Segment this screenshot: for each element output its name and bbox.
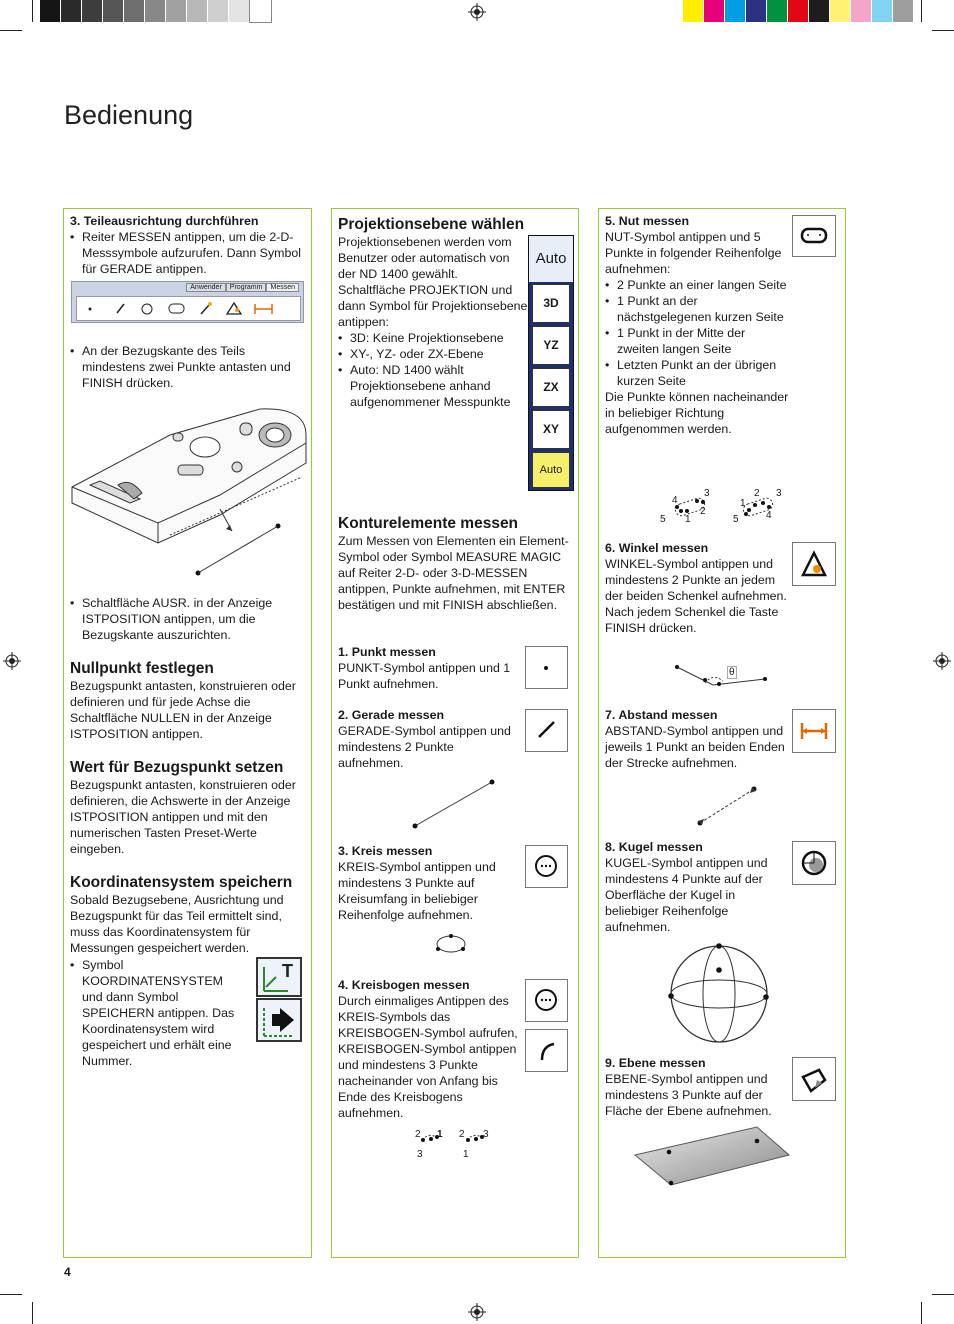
color-swatch xyxy=(103,0,124,22)
plane-measure-diagram xyxy=(629,1119,794,1189)
projection-selector xyxy=(528,235,574,491)
line-icon[interactable] xyxy=(525,709,568,752)
circle-icon[interactable] xyxy=(525,845,568,888)
paragraph: KREIS-Symbol antippen und mindestens 3 Punkte auf Kreisumfang in beliebiger Reihenfolge aufnehmen. xyxy=(338,860,496,922)
column-middle xyxy=(331,208,579,1258)
color-swatch xyxy=(767,0,788,22)
slot-point-label: 3 xyxy=(776,488,782,499)
circle-measure-diagram xyxy=(432,931,470,957)
slot-point-label: 2 xyxy=(754,488,760,499)
section-title: 1. Punkt messen xyxy=(338,645,436,659)
sphere-icon[interactable] xyxy=(792,841,836,885)
section-title: 8. Kugel messen xyxy=(605,840,703,854)
projection-auto-display: Auto xyxy=(529,236,573,282)
coordinate-system-icon-letter: T xyxy=(282,961,293,981)
save-coordinate-system-icon[interactable] xyxy=(256,998,302,1042)
slot-point-label: 4 xyxy=(766,510,772,521)
section-title: 4. Kreisbogen messen xyxy=(338,978,470,992)
page-number: 4 xyxy=(64,1265,71,1279)
color-swatch xyxy=(851,0,872,22)
column-right xyxy=(598,208,846,1258)
list-item: • Auto: ND 1400 wählt Projektionsebene anhand aufgenommener Messpunkte xyxy=(350,362,528,410)
arc-point-label: 2 xyxy=(459,1129,465,1140)
page-title: Bedienung xyxy=(64,100,194,130)
arc-point-label: 3 xyxy=(417,1149,423,1160)
color-swatch xyxy=(187,0,208,22)
slot-point-label: 1 xyxy=(740,498,746,509)
color-swatch xyxy=(145,0,166,22)
paragraph: Die Punkte können nacheinander in beliebiger Richtung aufgenommen werden. xyxy=(605,390,789,436)
color-swatch xyxy=(683,0,704,22)
circle-icon[interactable] xyxy=(525,979,568,1022)
list-item: • 1 Punkt in der Mitte der zweiten langen Seite xyxy=(617,325,790,357)
color-swatch xyxy=(893,0,914,22)
color-swatch xyxy=(809,0,830,22)
list-item: • 1 Punkt an der nächstgelegenen kurzen Seite xyxy=(617,293,790,325)
section-title: 2. Gerade messen xyxy=(338,708,445,722)
paragraph: Projektionsebenen werden vom Benutzer oder automatisch von der ND 1400 gewählt. Schaltfläche PROJEKTION und dann Symbol für Projektionsebene antippen: xyxy=(338,235,528,329)
color-swatch xyxy=(830,0,851,22)
color-swatch xyxy=(166,0,187,22)
section-title: Wert für Bezugspunkt setzen xyxy=(70,759,284,776)
section-title: 3. Kreis messen xyxy=(338,844,433,858)
list-item: • 3D: Keine Projektionsebene xyxy=(350,330,528,346)
color-swatch xyxy=(250,0,271,22)
distance-measure-diagram xyxy=(694,779,764,829)
workpiece-illustration xyxy=(70,395,308,580)
sphere-measure-diagram xyxy=(667,942,771,1046)
paragraph: Bezugspunkt antasten, konstruieren oder definieren und für jede Achse die Schaltfläche NULLEN in der Anzeige ISTPOSITION antippen. xyxy=(70,679,296,741)
tab-messen[interactable]: Messen xyxy=(266,283,299,292)
color-swatch xyxy=(746,0,767,22)
arc-point-label: 1 xyxy=(437,1129,443,1140)
paragraph: Sobald Bezugsebene, Ausrichtung und Bezugspunkt für das Teil ermittelt sind, muss das Koordinatensystem für Messungen gespeichert werden. xyxy=(70,893,284,955)
slot-point-label: 5 xyxy=(660,514,666,525)
color-swatch xyxy=(124,0,145,22)
slot-point-label: 2 xyxy=(700,506,706,517)
crop-mark xyxy=(932,30,954,31)
color-swatch xyxy=(40,0,61,22)
color-swatch xyxy=(82,0,103,22)
projection-yz-button[interactable]: YZ xyxy=(532,326,570,365)
section-title: 6. Winkel messen xyxy=(605,541,709,555)
slot-icon[interactable] xyxy=(792,215,836,257)
arc-point-label: 2 xyxy=(415,1129,421,1140)
projection-3d-button[interactable]: 3D xyxy=(532,284,570,323)
angle-icon[interactable] xyxy=(792,542,836,586)
line-measure-diagram xyxy=(407,774,502,834)
slot-point-label: 3 xyxy=(704,488,710,499)
crop-mark xyxy=(32,0,33,22)
color-calibration-bar xyxy=(683,0,914,22)
arc-icon[interactable] xyxy=(525,1029,568,1072)
arc-point-label: 1 xyxy=(463,1149,469,1160)
list-item: • 2 Punkte an einer langen Seite xyxy=(617,277,790,293)
section-title: Nullpunkt festlegen xyxy=(70,660,214,677)
gray-calibration-bar xyxy=(40,0,271,22)
registration-mark-icon xyxy=(3,652,21,670)
list-item: • Symbol KOORDINATENSYSTEM und dann Symbol SPEICHERN antippen. Das Koordinatensystem wird gespeichert und erhält eine Nummer. xyxy=(82,957,240,1069)
color-swatch xyxy=(872,0,893,22)
paragraph: KUGEL-Symbol antippen und mindestens 4 Punkte auf der Oberfläche der Kugel in beliebiger Reihenfolge aufnehmen. xyxy=(605,856,768,934)
angle-measure-diagram xyxy=(669,657,769,693)
registration-mark-icon xyxy=(933,652,951,670)
section-title: Projektionsebene wählen xyxy=(338,216,525,233)
color-swatch xyxy=(229,0,250,22)
section-title: Koordinatensystem speichern xyxy=(70,874,293,891)
distance-icon[interactable] xyxy=(792,709,836,753)
measure-toolbar xyxy=(71,281,304,323)
paragraph: Durch einmaliges Antippen des KREIS-Symbols das KREISBOGEN-Symbol aufrufen, KREISBOGEN-Symbol antippen und mindestens 3 Punkte nacheinander von Anfang bis Ende des Kreisbogens aufnehmen. xyxy=(338,994,518,1120)
slot-point-label: 4 xyxy=(672,495,678,506)
list-item: • XY-, YZ- oder ZX-Ebene xyxy=(350,346,528,362)
crop-mark xyxy=(921,1302,922,1324)
color-swatch xyxy=(208,0,229,22)
list-item: • Letzten Punkt an der übrigen kurzen Seite xyxy=(617,357,790,389)
paragraph: WINKEL-Symbol antippen und mindestens 2 Punkte an jedem der beiden Schenkel aufnehmen. Nach jedem Schenkel die Taste FINISH drücken. xyxy=(605,557,787,635)
tab-anwender[interactable]: Anwender xyxy=(186,283,226,292)
coordinate-system-icon[interactable] xyxy=(256,957,302,997)
slot-point-label: 1 xyxy=(685,514,691,525)
crop-mark xyxy=(0,1294,22,1295)
slot-measure-diagram xyxy=(657,487,787,529)
section-title: 9. Ebene messen xyxy=(605,1056,706,1070)
paragraph: NUT-Symbol antippen und 5 Punkte in folgender Reihenfolge aufnehmen: xyxy=(605,230,782,276)
color-swatch xyxy=(788,0,809,22)
registration-mark-icon xyxy=(468,1303,486,1321)
tab-programm[interactable]: Programm xyxy=(226,283,267,292)
projection-zx-button[interactable]: ZX xyxy=(532,368,570,407)
column-left xyxy=(63,208,312,1258)
list-item: • Schaltfläche AUSR. in der Anzeige ISTPOSITION antippen, um die Bezugskante auszurichten. xyxy=(82,595,306,643)
paragraph: EBENE-Symbol antippen und mindestens 3 Punkte auf der Fläche der Ebene aufnehmen. xyxy=(605,1072,772,1118)
projection-xy-button[interactable]: XY xyxy=(532,410,570,449)
crop-mark xyxy=(932,1294,954,1295)
section-title: 3. Teileausrichtung durchführen xyxy=(70,214,259,228)
color-swatch xyxy=(725,0,746,22)
paragraph: Bezugspunkt antasten, konstruieren oder definieren, die Achswerte in der Anzeige ISTPOSITION antippen und mit den numerischen Tasten Preset-Werte eingeben. xyxy=(70,778,296,856)
point-icon[interactable] xyxy=(525,646,568,689)
list-item: • An der Bezugskante des Teils mindestens zwei Punkte antasten und FINISH drücken. xyxy=(82,343,306,391)
projection-auto-button[interactable]: Auto xyxy=(532,452,570,488)
slot-point-label: 5 xyxy=(733,514,739,525)
crop-mark xyxy=(921,0,922,22)
list-item: • Reiter MESSEN antippen, um die 2-D-Messsymbole aufzurufen. Dann Symbol für GERADE antippen. xyxy=(82,229,306,277)
color-swatch xyxy=(61,0,82,22)
arc-point-label: 3 xyxy=(483,1129,489,1140)
registration-mark-icon xyxy=(468,3,486,21)
angle-label: θ xyxy=(729,667,735,678)
section-title: 7. Abstand messen xyxy=(605,708,718,722)
section-title: Konturelemente messen xyxy=(338,515,519,532)
plane-icon[interactable] xyxy=(792,1057,836,1101)
paragraph: GERADE-Symbol antippen und mindestens 2 Punkte aufnehmen. xyxy=(338,724,511,770)
paragraph: Zum Messen von Elementen ein Element-Symbol oder Symbol MEASURE MAGIC auf Reiter 2-D- oder 3-D-MESSEN antippen, Punkte aufnehmen, mit ENTER bestätigen und mit FINISH abschließen. xyxy=(338,534,569,612)
color-swatch xyxy=(704,0,725,22)
paragraph: PUNKT-Symbol antippen und 1 Punkt aufnehmen. xyxy=(338,661,511,691)
section-title: 5. Nut messen xyxy=(605,214,690,228)
crop-mark xyxy=(0,30,22,31)
measure-icons[interactable] xyxy=(77,297,300,320)
crop-mark xyxy=(32,1302,33,1324)
paragraph: ABSTAND-Symbol antippen und jeweils 1 Punkt an beiden Enden der Strecke aufnehmen. xyxy=(605,724,785,770)
